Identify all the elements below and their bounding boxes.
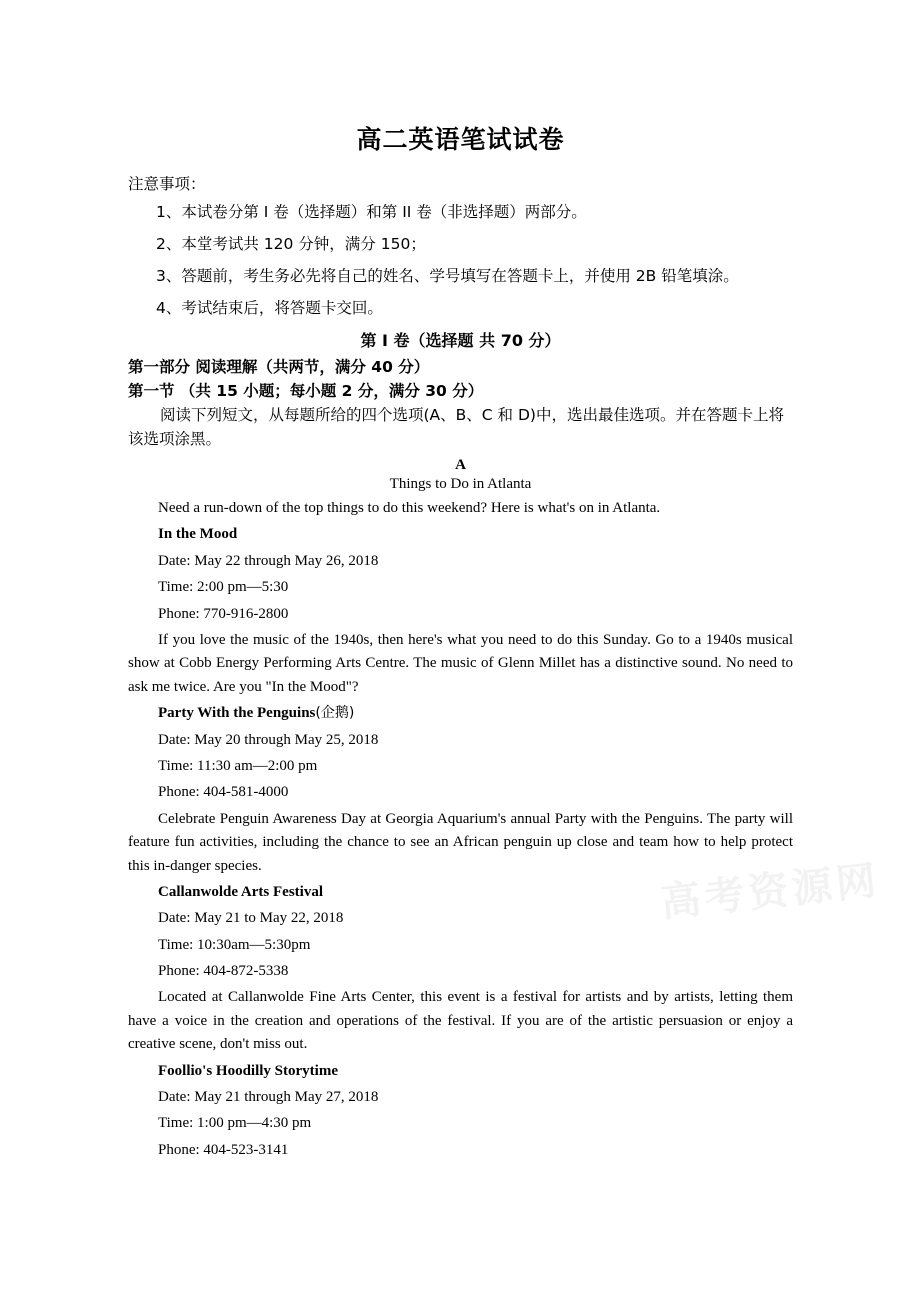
event-title bbox=[128, 702, 793, 725]
paper-section-heading: 第 I 卷（选择题 共 70 分） bbox=[360, 331, 561, 350]
passage-intro: Need a run-down of the top things to do this weekend? Here is what's on in Atlanta. bbox=[158, 500, 661, 517]
event-title bbox=[128, 523, 793, 546]
notice-item-4: 4、考试结束后，将答题卡交回。 bbox=[156, 299, 383, 317]
event-name: Foollio's Hoodilly Storytime bbox=[158, 1062, 338, 1079]
event-name-annotation: (企鹅) bbox=[315, 705, 355, 722]
event-phone: Phone: 404-523-3141 bbox=[158, 1141, 289, 1158]
event-phone: Phone: 770-916-2800 bbox=[158, 605, 289, 622]
part-one-heading: 第一部分 阅读理解（共两节，满分 40 分） bbox=[128, 358, 430, 376]
event-date: Date: May 21 through May 27, 2018 bbox=[158, 1089, 379, 1106]
event-description: If you love the music of the 1940s, then here's what you need to do this Sunday. Go to a 1940s musical show at Cobb Energy Performing Arts Centre. The music of Glenn Millet has a distinctive sound. No need to ask me twice. Are you "In the Mood"? bbox=[128, 631, 793, 695]
passage-letter: A bbox=[455, 457, 466, 474]
event-title bbox=[128, 881, 793, 904]
document-content bbox=[128, 120, 793, 1165]
event-name: In the Mood bbox=[158, 526, 238, 543]
notice-item-1: 1、本试卷分第 I 卷（选择题）和第 II 卷（非选择题）两部分。 bbox=[156, 203, 587, 221]
event-title bbox=[128, 1060, 793, 1083]
event-phone: Phone: 404-872-5338 bbox=[158, 963, 289, 980]
event-time: Time: 1:00 pm—4:30 pm bbox=[158, 1115, 312, 1132]
section-instruction: 阅读下列短文，从每题所给的四个选项(A、B、C 和 D)中，选出最佳选项。并在答题卡上将该选项涂黑。 bbox=[128, 406, 784, 449]
passage-title: Things to Do in Atlanta bbox=[389, 476, 532, 493]
event-description: Located at Callanwolde Fine Arts Center, this event is a festival for artists and by artists, letting them have a voice in the creation and operations of the festival. If you are of the artistic persuasion or enjoy a creative scene, don't miss out. bbox=[128, 989, 793, 1053]
event-time: Time: 2:00 pm—5:30 bbox=[158, 579, 289, 596]
notice-label: 注意事项： bbox=[128, 175, 206, 193]
notice-item-3: 3、答题前，考生务必先将自己的姓名、学号填写在答题卡上，并使用 2B 铅笔填涂。 bbox=[156, 267, 739, 285]
event-name: Callanwolde Arts Festival bbox=[158, 883, 323, 900]
section-one-heading: 第一节 （共 15 小题；每小题 2 分，满分 30 分） bbox=[128, 382, 484, 400]
notice-item-2: 2、本堂考试共 120 分钟，满分 150； bbox=[156, 235, 426, 253]
watermark: 高考资源网 bbox=[658, 857, 883, 927]
event-date: Date: May 21 to May 22, 2018 bbox=[158, 910, 344, 927]
event-date: Date: May 20 through May 25, 2018 bbox=[158, 731, 379, 748]
event-description: Celebrate Penguin Awareness Day at Georgia Aquarium's annual Party with the Penguins. The party will feature fun activities, including the chance to see an African penguin up close and team how to help protect this in-danger species. bbox=[128, 810, 793, 874]
page-title: 高二英语笔试试卷 bbox=[356, 125, 565, 154]
event-phone: Phone: 404-581-4000 bbox=[158, 784, 289, 801]
event-date: Date: May 22 through May 26, 2018 bbox=[158, 552, 379, 569]
event-time: Time: 11:30 am—2:00 pm bbox=[158, 757, 318, 774]
event-name: Party With the Penguins bbox=[158, 705, 316, 722]
event-time: Time: 10:30am—5:30pm bbox=[158, 936, 311, 953]
